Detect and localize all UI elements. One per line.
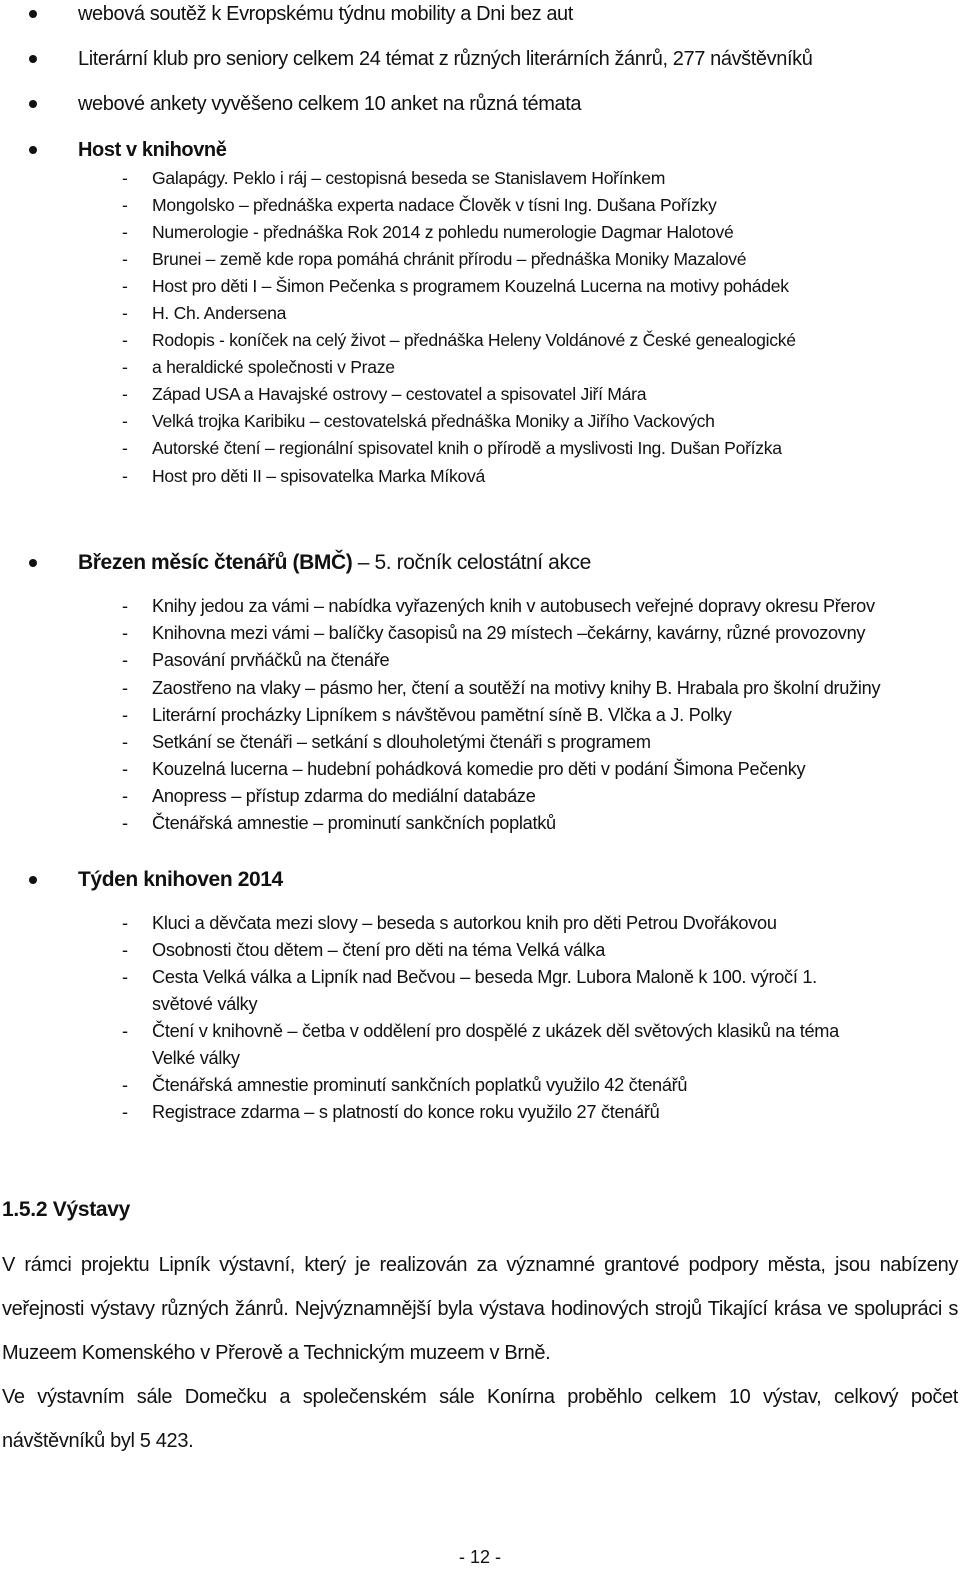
list-item-text: světové války xyxy=(152,994,258,1014)
list-item-text: Cesta Velká válka a Lipník nad Bečvou – beseda Mgr. Lubora Maloně k 100. výročí 1. xyxy=(152,967,817,987)
bullet-icon xyxy=(29,146,37,154)
bullet-text: Literární klub pro seniory celkem 24 témat z různých literárních žánrů, 277 návštěvníků xyxy=(78,47,813,70)
list-item-text: Literární procházky Lipníkem s návštěvou pamětní síně B. Vlčka a J. Polky xyxy=(152,705,732,725)
paragraph-block xyxy=(2,1243,958,1463)
bullet-icon xyxy=(29,100,37,108)
list-item-text: Autorské čtení – regionální spisovatel knih o přírodě a myslivosti Ing. Dušan Pořízka xyxy=(152,438,782,458)
paragraph: V rámci projektu Lipník výstavní, který je realizován za významné grantové podpory města, jsou nabízeny veřejnosti výstavy různých žánrů. Nejvýznamnější byla výstava hodinových strojů Tikající krása ve spolupráci s Muzeem Komenského v Přerově a Technickým muzeem v Brně. xyxy=(2,1254,958,1364)
list-item-text: Brunei – země kde ropa pomáhá chránit přírodu – přednáška Moniky Mazalové xyxy=(152,249,747,269)
list-item-text: Čtení v knihovně – četba v oddělení pro dospělé z ukázek děl světových klasiků na téma xyxy=(152,1021,839,1041)
bullet-icon xyxy=(29,559,37,567)
list-item-text: Západ USA a Havajské ostrovy – cestovatel a spisovatel Jiří Mára xyxy=(152,384,647,404)
list-item-text: Zaostřeno na vlaky – pásmo her, čtení a soutěží na motivy knihy B. Hrabala pro školní družiny xyxy=(152,678,881,698)
list-item-text: Numerologie - přednáška Rok 2014 z pohledu numerologie Dagmar Halotové xyxy=(152,222,734,242)
section-title-host: Host v knihovně xyxy=(78,138,227,161)
section-heading: 1.5.2 Výstavy xyxy=(2,1198,131,1221)
bullet-icon xyxy=(29,10,37,18)
list-item-text: Mongolsko – přednáška experta nadace Člověk v tísni Ing. Dušana Pořízky xyxy=(152,195,717,215)
list-item-text: a heraldické společnosti v Praze xyxy=(152,357,395,377)
list-item-text: Knihy jedou za vámi – nabídka vyřazených knih v autobusech veřejné dopravy okresu Přerov xyxy=(152,596,875,616)
list-item-text: Host pro děti I – Šimon Pečenka s programem Kouzelná Lucerna na motivy pohádek xyxy=(152,276,789,296)
section-title-bmc: Březen měsíc čtenářů (BMČ) – 5. ročník celostátní akce xyxy=(78,551,591,574)
list-item-text: Galapágy. Peklo i ráj – cestopisná beseda se Stanislavem Hořínkem xyxy=(152,168,666,188)
section-title-tk: Týden knihoven 2014 xyxy=(78,868,283,891)
list-item-text: Registrace zdarma – s platností do konce roku využilo 27 čtenářů xyxy=(152,1102,660,1122)
list-item-text: Pasování prvňáčků na čtenáře xyxy=(152,650,390,670)
page-number: - 12 - xyxy=(458,1547,501,1567)
list-item-text: Velká trojka Karibiku – cestovatelská přednáška Moniky a Jiřího Vackových xyxy=(152,411,715,431)
list-item-text: Rodopis - koníček na celý život – přednáška Heleny Voldánové z České genealogické xyxy=(152,330,796,350)
list-item-text: Host pro děti II – spisovatelka Marka Míková xyxy=(152,466,485,486)
document-page: webová soutěž k Evropskému týdnu mobility a Dni bez aut Literární klub pro seniory celkem 24 témat z různých literárních žánrů, 277 návštěvníků webové ankety vyvěšeno celkem 10 anket na různá témata Host v knihovně - Galapágy. Peklo i ráj – cestopisná beseda se Stanislavem Hořínkem - Mongolsko – přednáška experta nadace Člověk v tísni Ing. Dušana Pořízky - Numerologie - přednáška Rok 2014 z pohledu numerologie Dagmar Halotové - Brunei – země kde ropa pomáhá chránit přírodu – přednáška Moniky Mazalové - Host pro děti I – Šimon Pečenka s programem Kouzelná Lucerna na motivy pohádek - H. Ch. Andersena - Rodopis - koníček na celý život – přednáška Heleny Voldánové z České genealogické - a heraldické společnosti v Praze - Západ USA a Havajské ostrovy – cestovatel a spisovatel Jiří Mára - Velká trojka Karibiku – cestovatelská přednáška Moniky a Jiřího Vackových - Autorské čtení – regionální spisovatel knih o přírodě a myslivosti Ing. Dušan Pořízka - Host pro děti II – spisovatelka Marka Míková Březen měsíc čtenářů (BMČ) – 5. ročník celostátní akce - Knihy jedou za vámi – nabídka vyřazených knih v autobusech veřejné dopravy okresu Přerov - Knihovna mezi vámi – balíčky časopisů na 29 místech –čekárny, kavárny, různé provozovny - Pasování prvňáčků na čtenáře - Zaostřeno na vlaky – pásmo her, čtení a soutěží na motivy knihy B. Hrabala pro školní družiny - Literární procházky Lipníkem s návštěvou pamětní síně B. Vlčka a J. Polky - Setkání se čtenáři – setkání s dlouholetými čtenáři s programem - Kouzelná lucerna – hudební pohádková komedie pro děti v podání Šimona Pečenky - Anopress – přístup zdarma do mediální databáze - Čtenářská amnestie – prominutí sankčních poplatků Týden knihoven 2014 - Kluci a děvčata mezi slovy – beseda s autorkou knih pro děti Petrou Dvořákovou - Osobnosti čtou dětem – čtení pro děti na téma Velká válka - Cesta Velká válka a Lipník nad Bečvou – beseda Mgr. Lubora Maloně k 100. výročí 1. světové války - Čtení v knihovně – četba v oddělení pro dospělé z ukázek děl světových klasiků na téma Velké války - Čtenářská amnestie prominutí sankčních poplatků využilo 42 čtenářů - Registrace zdarma – s platností do konce roku využilo 27 čtenářů 1.5.2 Výstavy V rámci projektu Lipník výstavní, který je realizován za významné grantové podpory města, jsou nabízeny veřejnosti výstavy různých žánrů. Nejvýznamnější byla výstava hodinových strojů Tikající krása ve spolupráci s Muzeem Komenského v Přerově a Technickým muzeem v Brně. Ve výstavním sále Domečku a společenském sále Konírna proběhlo celkem 10 výstav, celkový počet návštěvníků byl 5 423. - 12 - xyxy=(2,2,958,1567)
bullet-icon xyxy=(29,876,37,884)
list-item-text: Čtenářská amnestie prominutí sankčních poplatků využilo 42 čtenářů xyxy=(152,1075,688,1095)
list-item-text: Velké války xyxy=(152,1048,240,1068)
list-item-text: Čtenářská amnestie – prominutí sankčních poplatků xyxy=(152,813,556,833)
list-item-text: Knihovna mezi vámi – balíčky časopisů na 29 místech –čekárny, kavárny, různé provozovny xyxy=(152,623,866,643)
list-item-text: Anopress – přístup zdarma do mediální databáze xyxy=(152,786,536,806)
list-item-text: Osobnosti čtou dětem – čtení pro děti na téma Velká válka xyxy=(152,940,606,960)
bullet-text: webová soutěž k Evropskému týdnu mobility a Dni bez aut xyxy=(78,2,573,25)
list-item-text: Setkání se čtenáři – setkání s dlouholetými čtenáři s programem xyxy=(152,732,651,752)
list-item-text: Kouzelná lucerna – hudební pohádková komedie pro děti v podání Šimona Pečenky xyxy=(152,759,806,779)
paragraph: Ve výstavním sále Domečku a společenském sále Konírna proběhlo celkem 10 výstav, celkový počet návštěvníků byl 5 423. xyxy=(2,1386,958,1452)
bullet-text: webové ankety vyvěšeno celkem 10 anket na různá témata xyxy=(78,92,582,115)
list-item-text: Kluci a děvčata mezi slovy – beseda s autorkou knih pro děti Petrou Dvořákovou xyxy=(152,913,777,933)
list-item-text: H. Ch. Andersena xyxy=(152,303,287,323)
bullet-icon xyxy=(29,55,37,63)
